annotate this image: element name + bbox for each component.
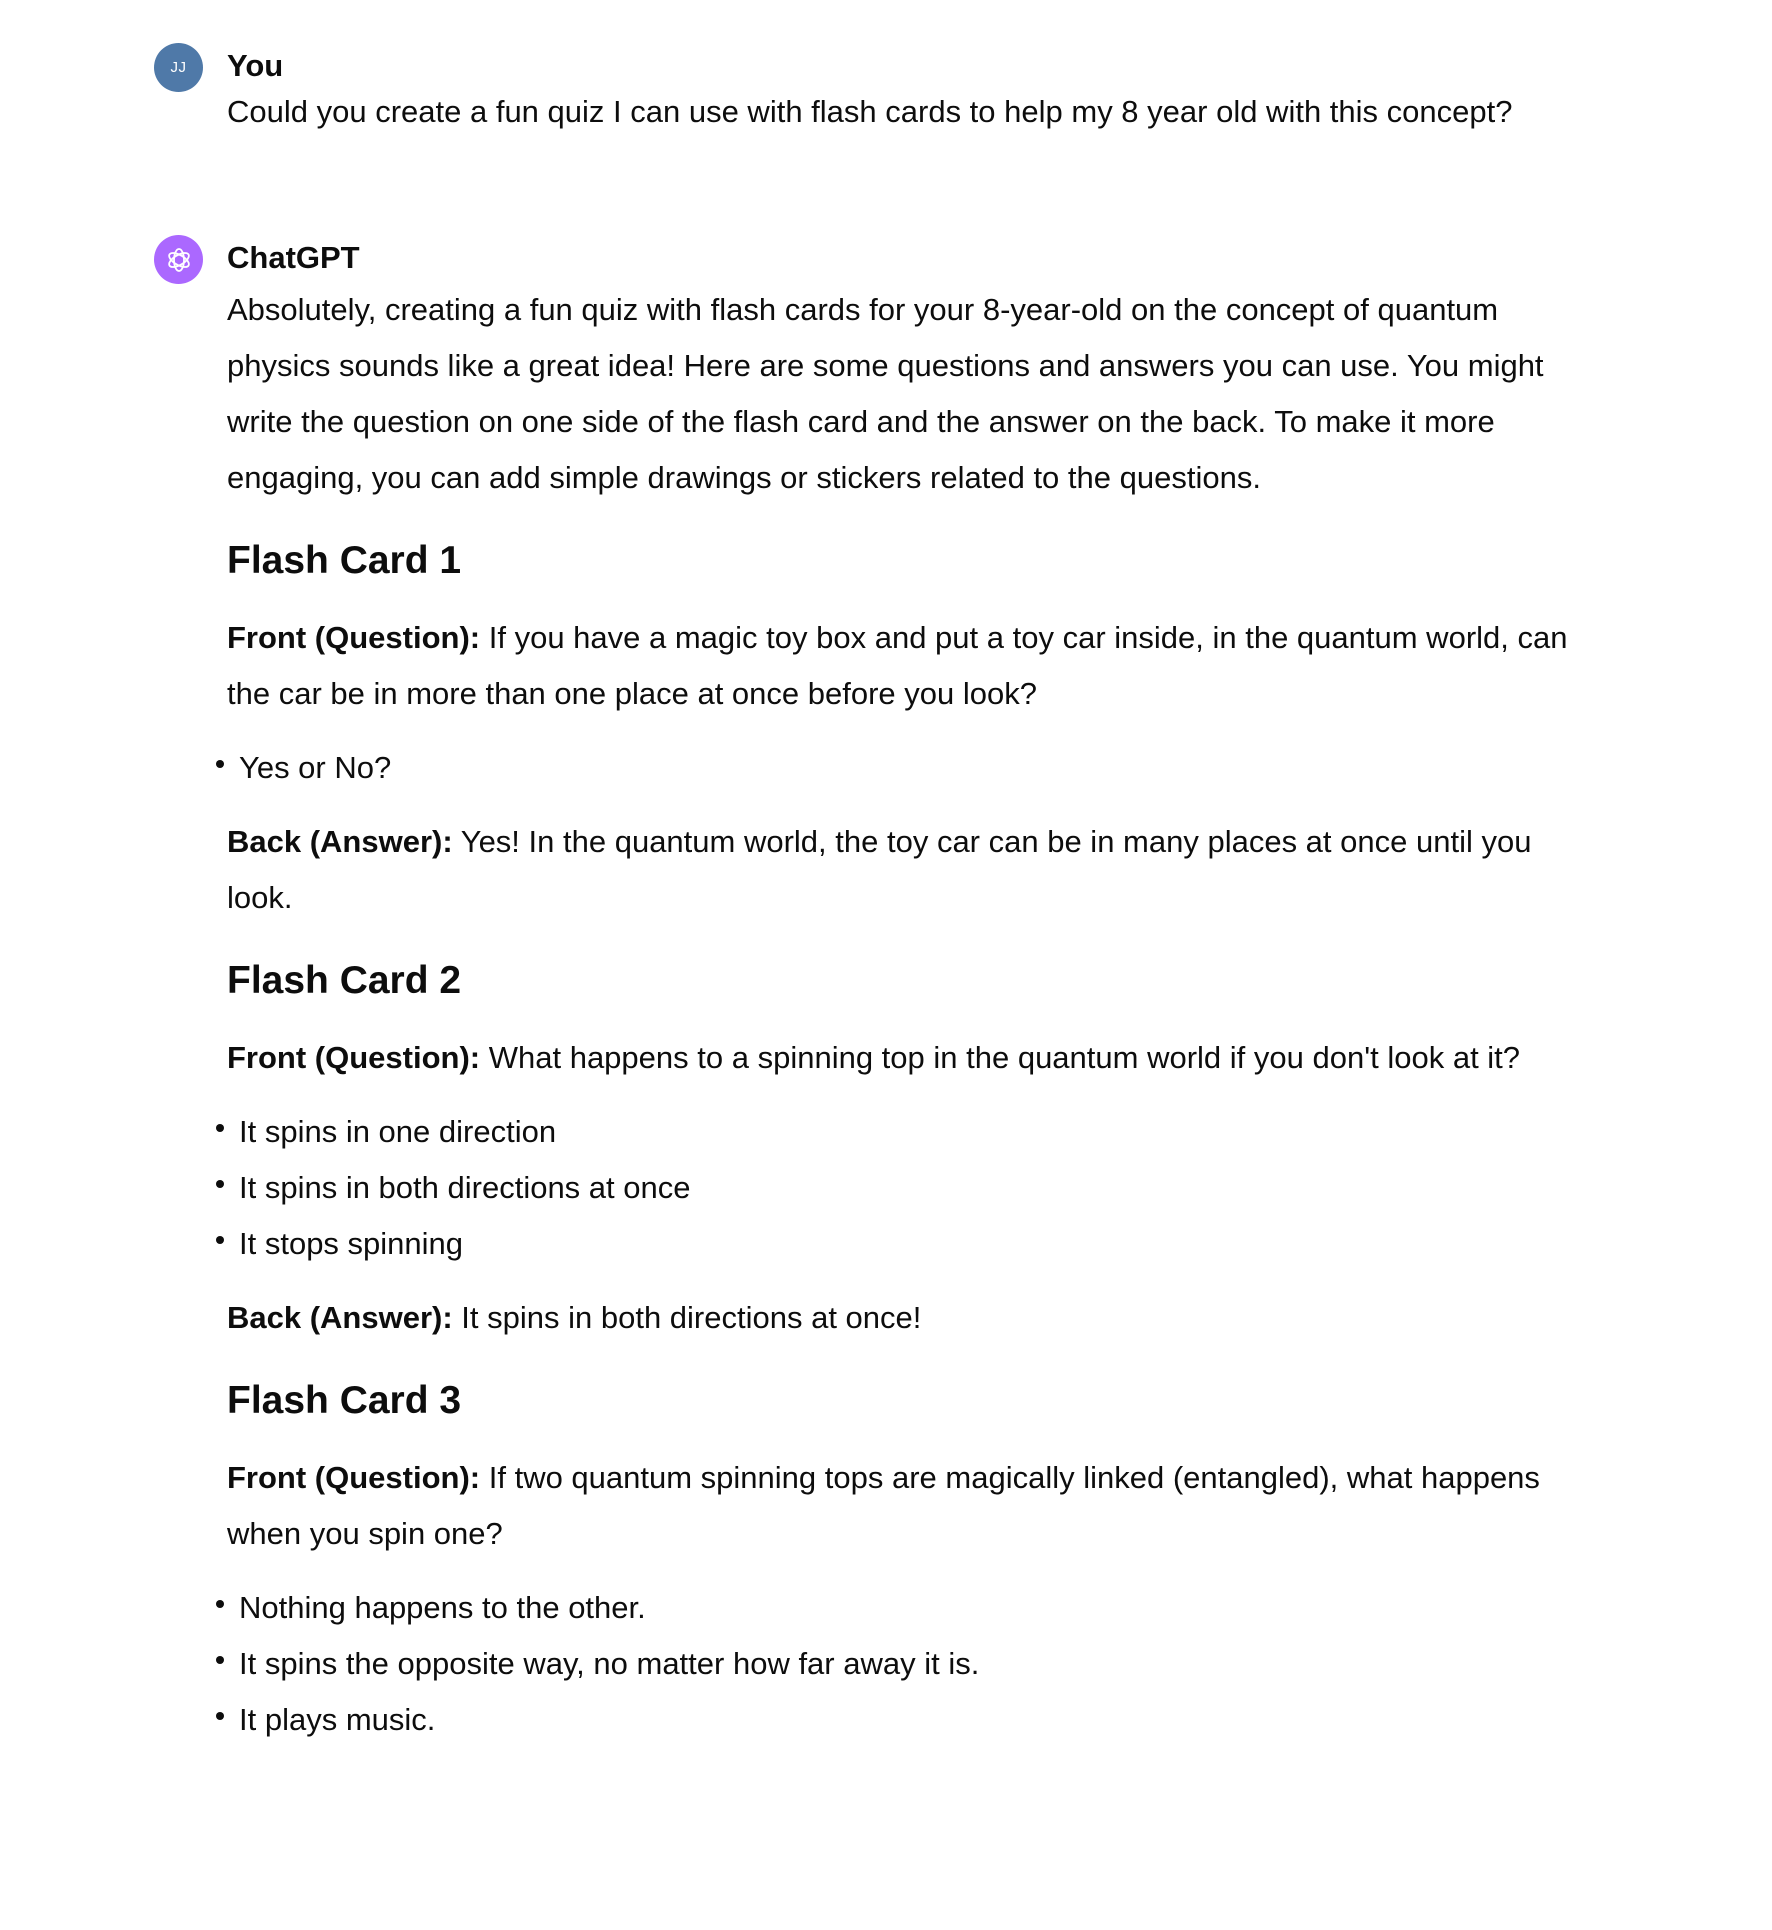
back-text: Yes! In the quantum world, the toy car can be in many places at once until you look. bbox=[227, 824, 1532, 915]
option-item: It spins in both directions at once bbox=[227, 1160, 1597, 1216]
flash-card-back bbox=[227, 1290, 1597, 1346]
front-label: Front (Question): bbox=[227, 620, 481, 655]
user-message-text: Could you create a fun quiz I can use with flash cards to help my 8 year old with this concept? bbox=[227, 94, 1513, 129]
options-list bbox=[227, 740, 1597, 796]
flash-card-heading: Flash Card 1 bbox=[227, 539, 462, 582]
option-item: It stops spinning bbox=[227, 1216, 1597, 1272]
flash-card-back bbox=[227, 814, 1597, 926]
user-avatar bbox=[154, 43, 203, 92]
flash-card-section bbox=[227, 534, 1597, 926]
flash-card-section bbox=[227, 1374, 1597, 1748]
options-list bbox=[227, 1580, 1597, 1748]
flash-card-front bbox=[227, 610, 1597, 722]
flash-card-heading: Flash Card 2 bbox=[227, 959, 462, 1002]
flash-card-front bbox=[227, 1450, 1597, 1562]
front-text: If you have a magic toy box and put a toy car inside, in the quantum world, can the car be in more than one place at once before you look? bbox=[227, 620, 1568, 711]
back-label: Back (Answer): bbox=[227, 824, 453, 859]
assistant-author-name: ChatGPT bbox=[227, 240, 360, 275]
options-list bbox=[227, 1104, 1597, 1272]
flash-card-front bbox=[227, 1030, 1597, 1086]
option-item: It spins in one direction bbox=[227, 1104, 1597, 1160]
flash-card-section bbox=[227, 954, 1597, 1346]
flash-card-heading: Flash Card 3 bbox=[227, 1379, 462, 1422]
back-text: It spins in both directions at once! bbox=[452, 1300, 922, 1335]
user-avatar-initials: JJ bbox=[170, 59, 187, 76]
front-text: What happens to a spinning top in the quantum world if you don't look at it? bbox=[480, 1040, 1521, 1075]
back-label: Back (Answer): bbox=[227, 1300, 453, 1335]
front-label: Front (Question): bbox=[227, 1460, 481, 1495]
option-item: It spins the opposite way, no matter how far away it is. bbox=[227, 1636, 1597, 1692]
front-text: If two quantum spinning tops are magically linked (entangled), what happens when you spin one? bbox=[227, 1460, 1540, 1551]
option-item: Yes or No? bbox=[227, 740, 1597, 796]
user-message-content bbox=[227, 90, 1597, 134]
front-label: Front (Question): bbox=[227, 1040, 481, 1075]
openai-logo-icon bbox=[161, 242, 197, 278]
option-item: Nothing happens to the other. bbox=[227, 1580, 1597, 1636]
assistant-avatar bbox=[154, 235, 203, 284]
assistant-intro-paragraph: Absolutely, creating a fun quiz with flash cards for your 8-year-old on the concept of quantum physics sounds like a great idea! Here are some questions and answers you can use. You might write the question on one side of the flash card and the answer on the back. To make it more engaging, you can add simple drawings or stickers related to the questions. bbox=[227, 292, 1544, 495]
assistant-message-content bbox=[227, 282, 1597, 1748]
user-author-name: You bbox=[227, 48, 284, 83]
option-item: It plays music. bbox=[227, 1692, 1597, 1748]
